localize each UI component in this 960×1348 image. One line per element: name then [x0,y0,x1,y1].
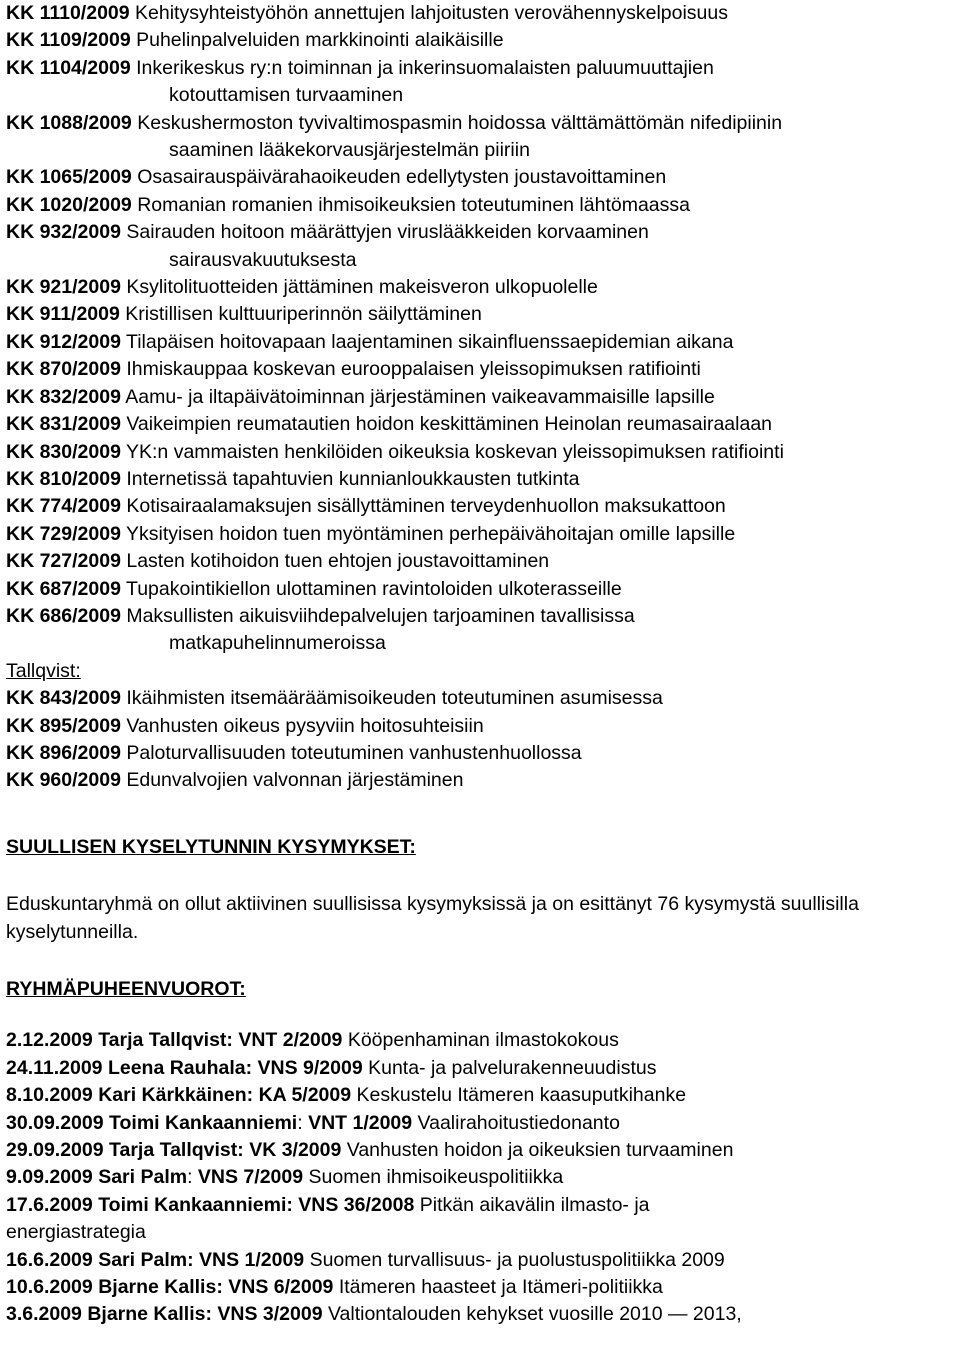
list-item: KK 960/2009 Edunvalvojien valvonnan järjestäminen [6,769,464,792]
list-item: KK 1109/2009 Puhelinpalveluiden markkinointi alaikäisille [6,29,504,52]
tallqvist-heading: Tallqvist: [6,659,81,682]
tallqvist-section [6,658,956,795]
document-page [6,0,956,1329]
list-item: 29.09.2009 Tarja Tallqvist: VK 3/2009 Vanhusten hoidon ja oikeuksien turvaaminen [6,1139,734,1162]
list-item: KK 1104/2009 Inkerikeskus ry:n toiminnan ja inkerinsuomalaisten paluumuuttajien [6,56,714,79]
list-item: KK 843/2009 Ikäihmisten itsemääräämisoikeuden toteutuminen asumisessa [6,687,663,710]
list-item: KK 727/2009 Lasten kotihoidon tuen ehtojen joustavoittaminen [6,550,550,573]
list-item: KK 831/2009 Vaikeimpien reumatautien hoidon keskittäminen Heinolan reumasairaalaan [6,413,773,436]
list-item: KK 774/2009 Kotisairaalamaksujen sisällyttäminen terveydenhuollon maksukattoon [6,495,726,518]
list-item: 3.6.2009 Bjarne Kallis: VNS 3/2009 Valtiontalouden kehykset vuosille 2010 — 2013, [6,1303,742,1326]
list-item: KK 912/2009 Tilapäisen hoitovapaan laajentaminen sikainfluenssaepidemian aikana [6,330,734,353]
list-item: 10.6.2009 Bjarne Kallis: VNS 6/2009 Itämeren haasteet ja Itämeri-politiikka [6,1276,663,1299]
list-item-continuation: saaminen lääkekorvausjärjestelmän piiriin [169,139,530,162]
list-item: KK 729/2009 Yksityisen hoidon tuen myöntäminen perhepäivähoitajan omille lapsille [6,522,736,545]
list-item: KK 687/2009 Tupakointikiellon ulottaminen ravintoloiden ulkoterasseille [6,577,622,600]
initiatives-list [6,0,956,658]
list-item-continuation: matkapuhelinnumeroissa [169,632,386,655]
list-item: KK 1020/2009 Romanian romanien ihmisoikeuksien toteutuminen lähtömaassa [6,193,690,216]
list-item: KK 832/2009 Aamu- ja iltapäivätoiminnan järjestäminen vaikeavammaisille lapsille [6,385,715,408]
list-item-continuation: kotouttamisen turvaaminen [169,84,404,107]
list-item: KK 911/2009 Kristillisen kulttuuriperinnön säilyttäminen [6,303,482,326]
list-item: KK 1088/2009 Keskushermoston tyvivaltimospasmin hoidossa välttämättömän nifedipiinin [6,111,783,134]
list-item-continuation: energiastrategia [6,1221,146,1244]
list-item: 8.10.2009 Kari Kärkkäinen: KA 5/2009 Keskustelu Itämeren kaasuputkihanke [6,1084,687,1107]
group-speeches-section [6,976,956,1329]
list-item: 2.12.2009 Tarja Tallqvist: VNT 2/2009 Kööpenhaminan ilmastokokous [6,1029,619,1052]
list-item: KK 810/2009 Internetissä tapahtuvien kunnianloukkausten tutkinta [6,467,580,490]
list-item: KK 921/2009 Ksylitolituotteiden jättäminen makeisveron ulkopuolelle [6,276,598,299]
list-item: 9.09.2009 Sari Palm: VNS 7/2009 Suomen ihmisoikeuspolitiikka [6,1166,564,1189]
list-item: KK 895/2009 Vanhusten oikeus pysyviin hoitosuhteisiin [6,714,484,737]
list-item: 17.6.2009 Toimi Kankaanniemi: VNS 36/2008 Pitkän aikavälin ilmasto- ja [6,1193,650,1216]
list-item: KK 686/2009 Maksullisten aikuisviihdepalvelujen tarjoaminen tavallisissa [6,604,635,627]
list-item: KK 830/2009 YK:n vammaisten henkilöiden oikeuksia koskevan yleissopimuksen ratifiointi [6,440,784,463]
list-item: 16.6.2009 Sari Palm: VNS 1/2009 Suomen turvallisuus- ja puolustuspolitiikka 2009 [6,1248,725,1271]
list-item: 24.11.2009 Leena Rauhala: VNS 9/2009 Kunta- ja palvelurakenneuudistus [6,1056,657,1079]
list-item: 30.09.2009 Toimi Kankaanniemi: VNT 1/2009 Vaalirahoitustiedonanto [6,1111,620,1134]
list-item-continuation: sairausvakuutuksesta [169,248,357,271]
section-heading: RYHMÄPUHEENVUOROT: [6,978,246,1000]
oral-questions-section [6,834,956,946]
list-item: KK 870/2009 Ihmiskauppaa koskevan eurooppalaisen yleissopimuksen ratifiointi [6,358,701,381]
list-item: KK 932/2009 Sairauden hoitoon määrättyjen viruslääkkeiden korvaaminen [6,221,649,244]
section-heading: SUULLISEN KYSELYTUNNIN KYSYMYKSET: [6,835,416,858]
paragraph: Eduskuntaryhmä on ollut aktiivinen suullisissa kysymyksissä ja on esittänyt 76 kysymystä suullisilla kyselytunneilla. [6,893,859,943]
list-item: KK 1110/2009 Kehitysyhteistyöhön annettujen lahjoitusten verovähennyskelpoisuus [6,2,729,24]
list-item: KK 896/2009 Paloturvallisuuden toteutuminen vanhustenhuollossa [6,741,582,764]
list-item: KK 1065/2009 Osasairauspäivärahaoikeuden edellytysten joustavoittaminen [6,166,667,189]
